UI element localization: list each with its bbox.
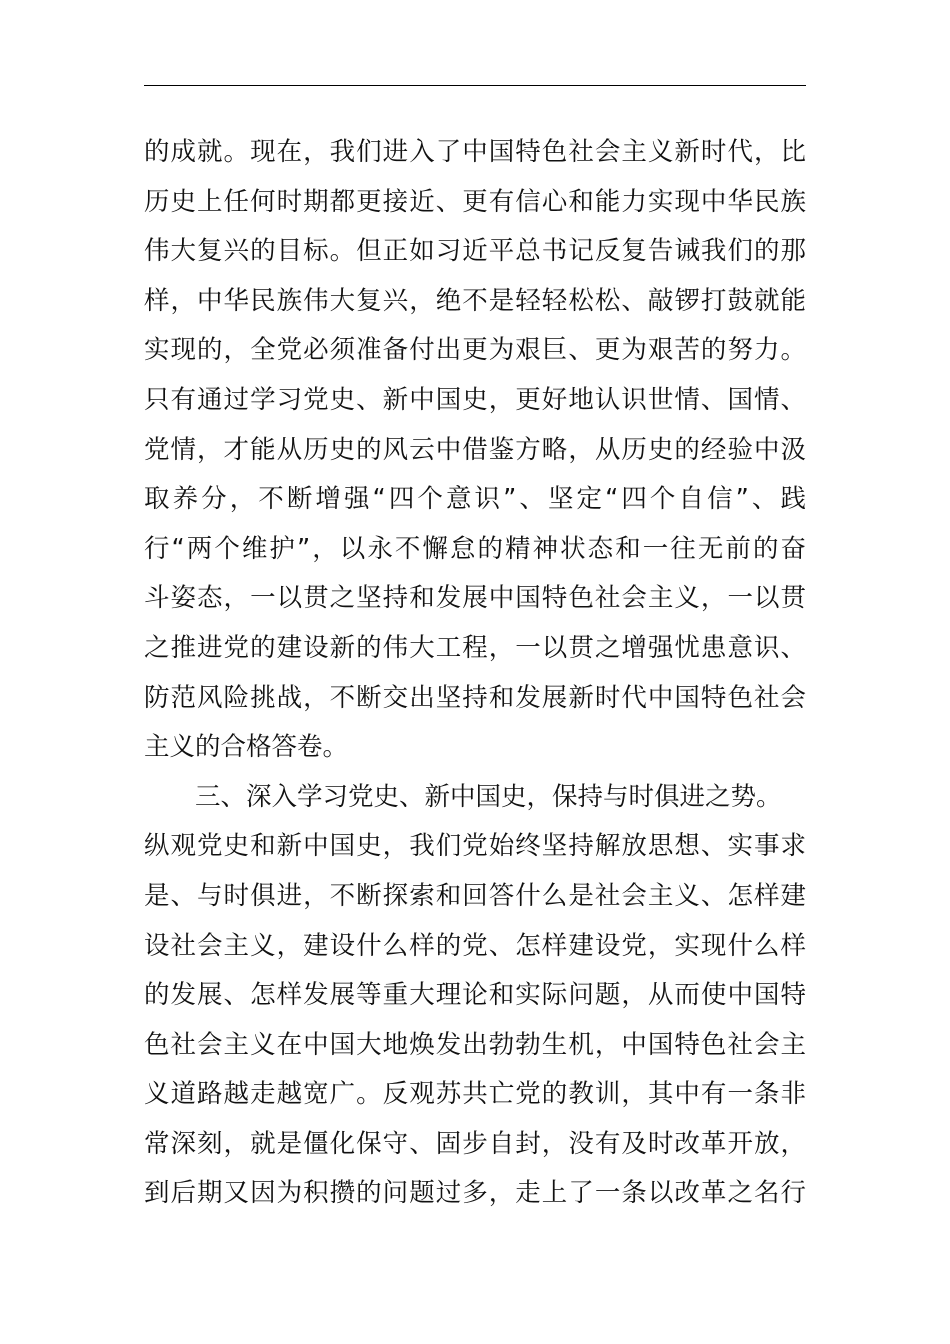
text-line: 实现的，全党必须准备付出更为艰巨、更为艰苦的努力。 xyxy=(144,335,806,366)
text-line: 的成就。现在，我们进入了中国特色社会主义新时代，比 xyxy=(144,137,806,167)
text-line: 样，中华民族伟大复兴，绝不是轻轻松松、敲锣打鼓就能 xyxy=(144,285,806,316)
header-rule xyxy=(144,85,806,86)
text-line: 行“两个维护”，以永不懈怠的精神状态和一往无前的奋 xyxy=(144,533,806,564)
text-line: 防范风险挑战，不断交出坚持和发展新时代中国特色社会 xyxy=(144,682,806,713)
text-line: 设社会主义，建设什么样的党、怎样建设党，实现什么样 xyxy=(144,930,806,961)
text-line: 取养分，不断增强“四个意识”、坚定“四个自信”、践 xyxy=(144,484,806,515)
text-line: 色社会主义在中国大地焕发出勃勃生机，中国特色社会主 xyxy=(144,1029,806,1060)
paragraph-end-line: 主义的合格答卷。 xyxy=(144,732,349,763)
text-line: 伟大复兴的目标。但正如习近平总书记反复告诫我们的那 xyxy=(144,236,806,267)
text-line: 义道路越走越宽广。反观苏共亡党的教训，其中有一条非 xyxy=(144,1079,806,1110)
text-line: 斗姿态，一以贯之坚持和发展中国特色社会主义，一以贯 xyxy=(144,583,806,614)
body-text xyxy=(144,128,806,1219)
text-line: 到后期又因为积攒的问题过多，走上了一条以改革之名行 xyxy=(144,1178,806,1209)
text-line: 纵观党史和新中国史，我们党始终坚持解放思想、实事求 xyxy=(144,831,806,862)
text-line: 党情，才能从历史的风云中借鉴方略，从历史的经验中汲 xyxy=(144,434,806,465)
text-line: 常深刻，就是僵化保守、固步自封，没有及时改革开放， xyxy=(144,1128,806,1159)
text-line: 是、与时俱进，不断探索和回答什么是社会主义、怎样建 xyxy=(144,880,806,911)
section-heading: 三、深入学习党史、新中国史，保持与时俱进之势。 xyxy=(195,781,782,812)
text-line: 只有通过学习党史、新中国史，更好地认识世情、国情、 xyxy=(144,384,806,415)
text-line: 历史上任何时期都更接近、更有信心和能力实现中华民族 xyxy=(144,186,806,217)
text-line: 的发展、怎样发展等重大理论和实际问题，从而使中国特 xyxy=(144,980,806,1011)
text-line: 之推进党的建设新的伟大工程，一以贯之增强忧患意识、 xyxy=(144,632,806,663)
